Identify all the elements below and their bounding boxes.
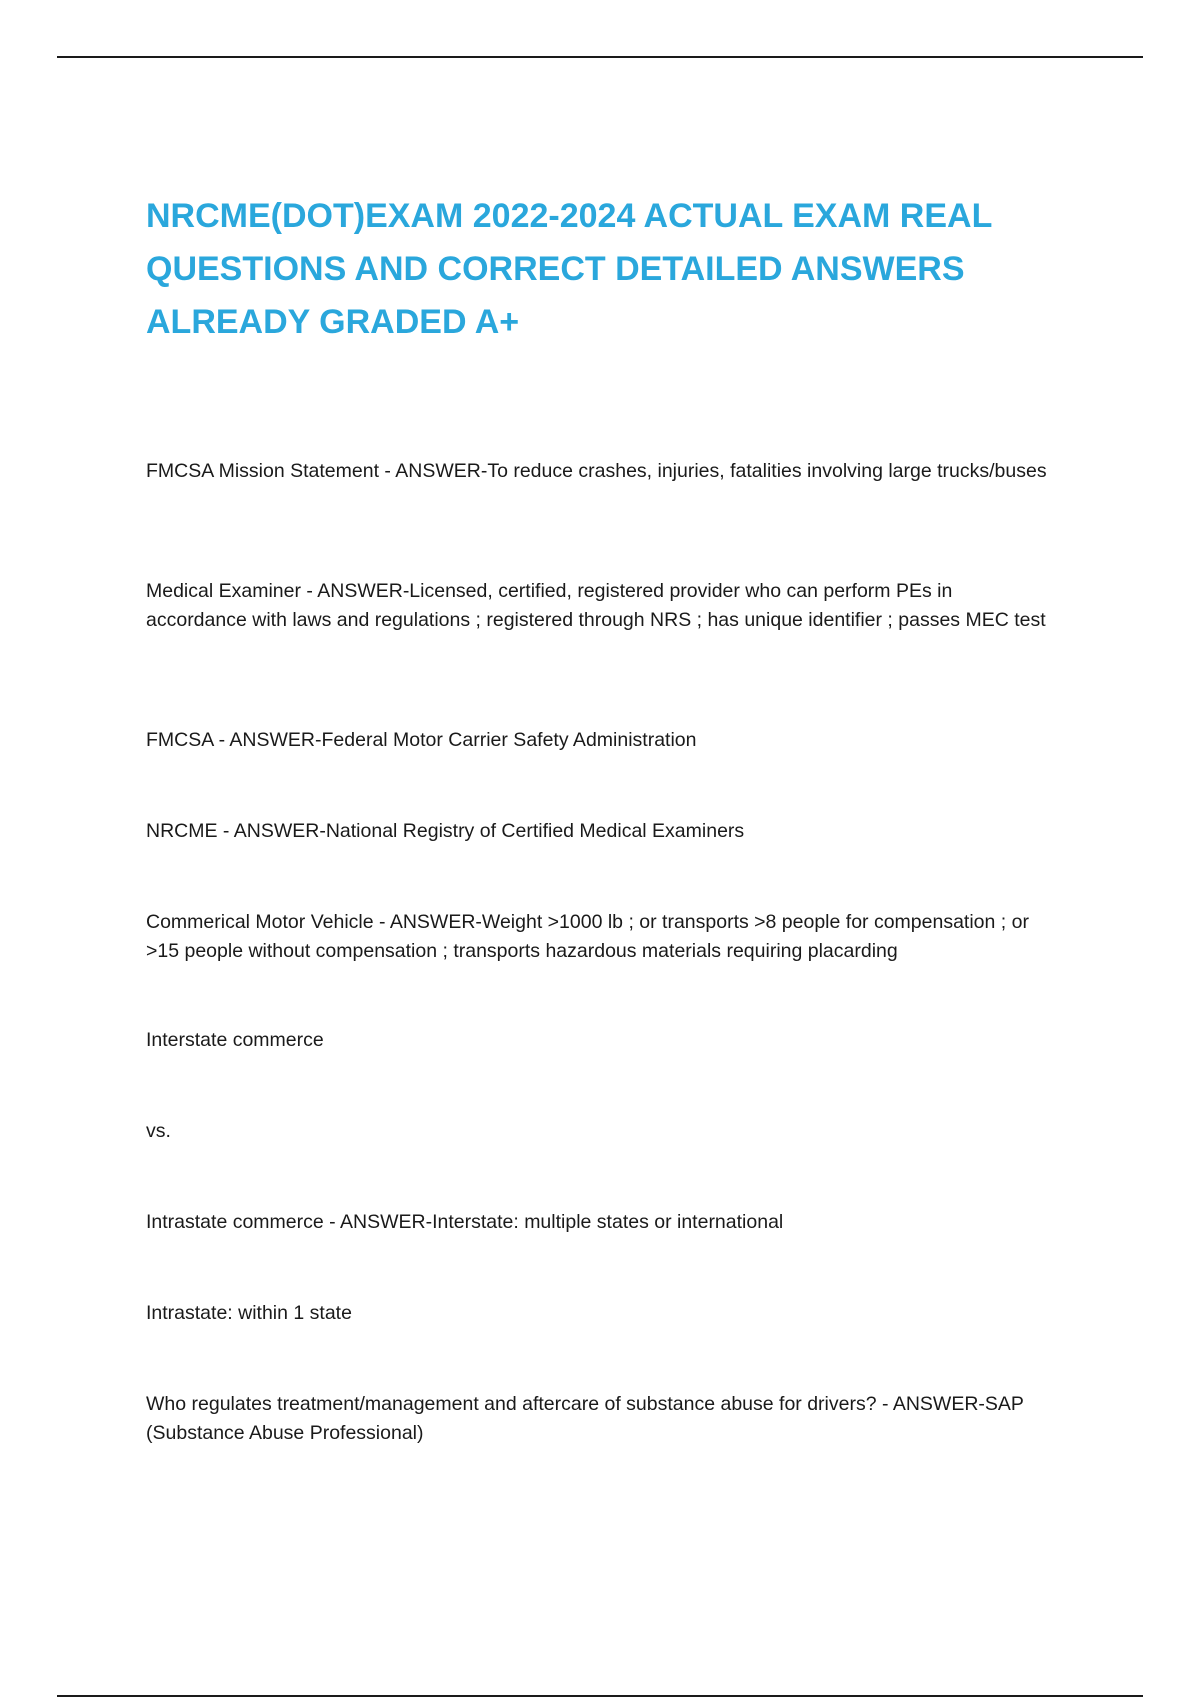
- qa-entry-cmv: Commerical Motor Vehicle - ANSWER-Weight >1000 lb ; or transports >8 people for compensation ; or >15 people without compensation ; transports hazardous materials requiring placarding: [146, 911, 1029, 962]
- header-rule: [57, 56, 1143, 58]
- qa-entry-fmcsa: FMCSA - ANSWER-Federal Motor Carrier Safety Administration: [146, 729, 697, 751]
- qa-entry-sap: Who regulates treatment/management and aftercare of substance abuse for drivers? - ANSWER-SAP (Substance Abuse Professional): [146, 1393, 1024, 1444]
- qa-entry-interstate: Interstate commerce: [146, 1029, 324, 1051]
- qa-entry-intrastate-def: Intrastate: within 1 state: [146, 1302, 352, 1324]
- footer-rule: [57, 1695, 1143, 1697]
- qa-entry-vs: vs.: [146, 1120, 171, 1142]
- qa-entry-medical-examiner: Medical Examiner - ANSWER-Licensed, certified, registered provider who can perform PEs in accordance with laws and regulations ; registered through NRS ; has unique identifier ; passes MEC test: [146, 580, 1046, 631]
- document-title: NRCME(DOT)EXAM 2022-2024 ACTUAL EXAM REAL QUESTIONS AND CORRECT DETAILED ANSWERS ALREADY GRADED A+: [146, 197, 992, 341]
- qa-entry-nrcme: NRCME - ANSWER-National Registry of Certified Medical Examiners: [146, 820, 745, 842]
- qa-entry-intrastate: Intrastate commerce - ANSWER-Interstate: multiple states or international: [146, 1211, 784, 1233]
- qa-entry-fmcsa-mission: FMCSA Mission Statement - ANSWER-To reduce crashes, injuries, fatalities involving large trucks/buses: [146, 460, 1047, 482]
